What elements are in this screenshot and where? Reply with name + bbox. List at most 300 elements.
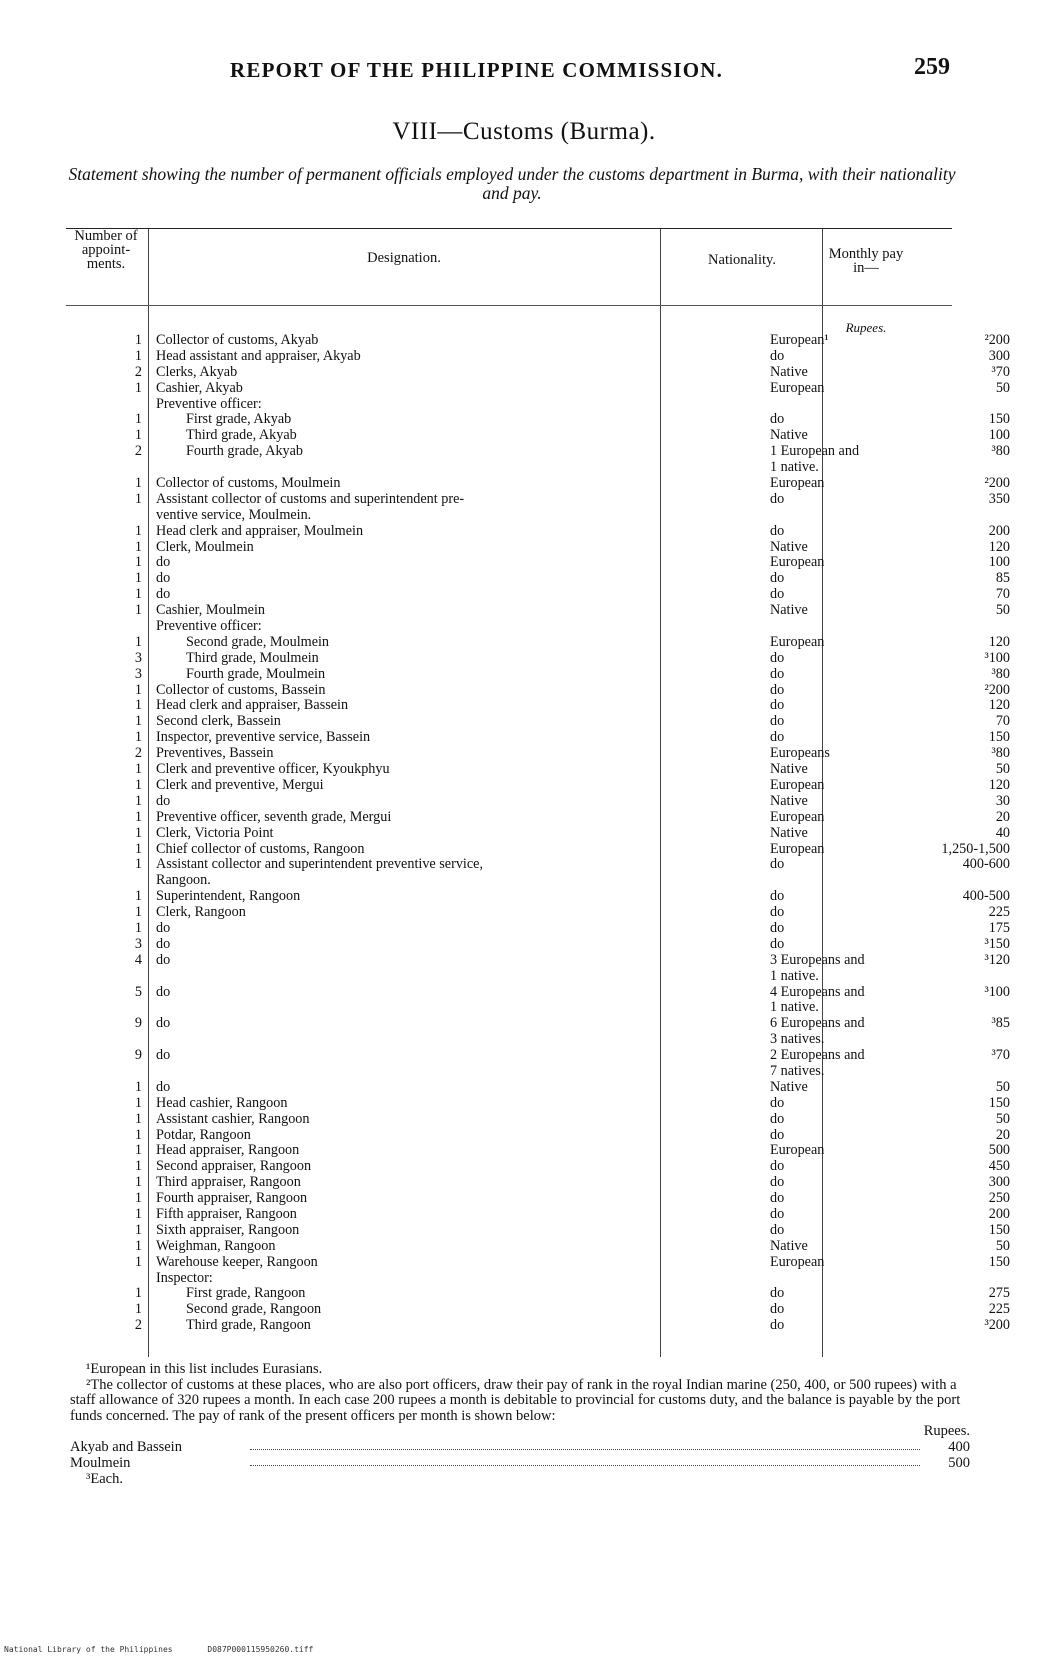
footnote-akyab-label: Akyab and Bassein: [70, 1438, 182, 1455]
table-row: [66, 1142, 1010, 1159]
designation-cell: First grade, Rangoon: [186, 1286, 306, 1302]
table-row: [66, 460, 952, 476]
nationality-cell: 6 Europeans and: [770, 1016, 865, 1032]
table-row: [66, 935, 1010, 953]
table-row: [66, 792, 1010, 810]
table-row: [66, 1301, 1010, 1318]
nationality-cell: do: [770, 730, 785, 746]
footnote-akyab-value: 400: [948, 1438, 970, 1455]
designation-cell: Preventive officer, seventh grade, Mergui: [156, 809, 392, 825]
appointments-count: 4: [134, 951, 142, 968]
col-header-nationality: Nationality.: [708, 252, 776, 268]
leader-dots: [250, 1465, 920, 1466]
appointments-count: 9: [134, 1047, 142, 1064]
pay-cell: 300: [988, 347, 1010, 364]
designation-cell: Clerks, Akyab: [156, 364, 238, 380]
appointments-count: 1: [134, 1110, 142, 1127]
scan-library: National Library of the Philippines: [4, 1645, 173, 1654]
nationality-cell: do: [770, 348, 785, 364]
scan-file: D087P000115950260.tiff: [207, 1645, 314, 1654]
nationality-cell: 2 Europeans and: [770, 1048, 865, 1064]
table-row: [66, 570, 1010, 587]
pay-cell: 70: [995, 713, 1010, 730]
table-row: [66, 969, 952, 985]
pay-cell: ³80: [991, 745, 1010, 762]
appointments-count: 1: [134, 919, 142, 936]
designation-cell: Collector of customs, Akyab: [156, 333, 319, 348]
designation-cell: Clerk and preventive officer, Kyoukphyu: [156, 762, 390, 778]
nationality-cell: 3 Europeans and: [770, 952, 865, 968]
table-row: [66, 713, 1010, 730]
table-row: [66, 1271, 952, 1287]
nationality-cell: Native: [770, 762, 808, 778]
nationality-cell: European: [770, 380, 825, 396]
designation-cell: Third appraiser, Rangoon: [156, 1175, 301, 1191]
footnote-unit: Rupees.: [923, 1423, 970, 1439]
designation-cell: Clerk and preventive, Mergui: [156, 777, 324, 793]
nationality-cell: 1 European and: [770, 444, 860, 460]
table-row: [66, 1205, 1010, 1223]
nationality-cell: 1 native.: [770, 1000, 819, 1016]
table-caption: Statement showing the number of permanent officials employed under the customs department in Burma, with their nationality and pay.: [68, 164, 956, 203]
pay-cell: ³100: [984, 649, 1010, 666]
appointments-count: 1: [134, 1078, 142, 1095]
nationality-cell: European: [770, 1143, 825, 1159]
pay-cell: 400-500: [962, 888, 1010, 905]
table-row: [66, 1190, 1010, 1207]
appointments-count: 1: [134, 808, 142, 825]
nationality-cell: do: [770, 714, 785, 730]
table-row: [66, 1237, 1010, 1255]
table-row: [66, 586, 1010, 603]
appointments-count: 9: [134, 1015, 142, 1032]
pay-cell: 100: [988, 427, 1010, 444]
nationality-cell: Native: [770, 428, 808, 444]
pay-cell: 50: [995, 1110, 1010, 1127]
nationality-cell: 4 Europeans and: [770, 984, 865, 1000]
designation-cell: Clerk, Moulmein: [156, 539, 254, 555]
nationality-cell: Native: [770, 539, 808, 555]
appointments-count: 1: [134, 379, 142, 396]
designation-cell: Weighman, Rangoon: [156, 1238, 276, 1254]
designation-cell: Assistant cashier, Rangoon: [156, 1111, 310, 1127]
nationality-cell: do: [770, 1302, 785, 1318]
section-title: VIII—Customs (Burma).: [392, 118, 656, 145]
table-row: [66, 1253, 1010, 1271]
pay-cell: 30: [995, 792, 1010, 809]
designation-cell: Fourth grade, Moulmein: [186, 666, 326, 682]
appointments-count: 1: [134, 840, 142, 857]
appointments-count: 5: [134, 983, 142, 1000]
pay-cell: 20: [995, 808, 1010, 825]
nationality-cell: European: [770, 555, 825, 571]
table-row: [66, 554, 1010, 571]
table-row: [66, 873, 952, 889]
table-row: [66, 808, 1010, 826]
designation-cell: Cashier, Moulmein: [156, 603, 265, 619]
designation-cell: Third grade, Moulmein: [186, 650, 319, 666]
pay-cell: 50: [995, 602, 1010, 619]
designation-cell: Rangoon.: [156, 873, 211, 889]
designation-cell: Head cashier, Rangoon: [156, 1095, 288, 1111]
scan-footer: [4, 1645, 343, 1654]
footnote-3: ³Each.: [86, 1470, 123, 1487]
nationality-cell: do: [770, 587, 785, 603]
designation-cell: Clerk, Rangoon: [156, 905, 246, 921]
pay-cell: 150: [988, 729, 1010, 746]
appointments-count: 2: [134, 443, 142, 460]
nationality-cell: do: [770, 1191, 785, 1207]
designation-cell: Fourth appraiser, Rangoon: [156, 1191, 308, 1207]
designation-cell: Assistant collector and superintendent preventive service,: [156, 857, 483, 873]
designation-cell: Chief collector of customs, Rangoon: [156, 841, 365, 857]
designation-cell: ventive service, Moulmein.: [156, 507, 312, 523]
footnote-moulmein-value: 500: [948, 1454, 970, 1471]
designation-cell: Superintendent, Rangoon: [156, 889, 301, 905]
appointments-count: 1: [134, 713, 142, 730]
table-row: [66, 443, 1010, 460]
nationality-cell: do: [770, 682, 785, 698]
appointments-count: 1: [134, 1126, 142, 1143]
designation-cell: Cashier, Akyab: [156, 380, 243, 396]
table-row: [66, 490, 1010, 508]
designation-cell: Inspector, preventive service, Bassein: [156, 730, 371, 746]
table-row: [66, 363, 1010, 381]
appointments-count: 1: [134, 1094, 142, 1111]
designation-cell: do: [156, 587, 171, 603]
appointments-count: 1: [134, 602, 142, 619]
table-row: [66, 602, 1010, 619]
appointments-count: 1: [134, 681, 142, 698]
nationality-cell: do: [770, 936, 785, 952]
pay-cell: ³120: [984, 951, 1010, 968]
designation-cell: do: [156, 952, 171, 968]
appointments-count: 2: [134, 363, 142, 380]
table-row: [66, 824, 1010, 842]
footnote-row-akyab: [70, 1440, 970, 1456]
designation-cell: Second grade, Rangoon: [186, 1302, 322, 1318]
table-row: [66, 1015, 1010, 1032]
appointments-count: 1: [134, 729, 142, 746]
appointments-count: 1: [134, 347, 142, 364]
nationality-cell: do: [770, 523, 785, 539]
nationality-cell: do: [770, 491, 785, 507]
designation-cell: do: [156, 984, 171, 1000]
nationality-cell: do: [770, 1175, 785, 1191]
designation-cell: do: [156, 793, 171, 809]
appointments-count: 1: [134, 776, 142, 793]
pay-cell: ³100: [984, 983, 1010, 1000]
table-row: [66, 1078, 1010, 1096]
appointments-count: 1: [134, 1190, 142, 1207]
appointments-count: 1: [134, 1142, 142, 1159]
designation-cell: do: [156, 1079, 171, 1095]
pay-cell: 50: [995, 1237, 1010, 1254]
pay-cell: ³85: [991, 1015, 1010, 1032]
appointments-count: 1: [134, 332, 142, 348]
appointments-count: 1: [134, 904, 142, 921]
table-row: [66, 1221, 1010, 1239]
running-header: [230, 54, 950, 88]
pay-cell: 200: [988, 522, 1010, 539]
nationality-cell: do: [770, 1318, 785, 1334]
designation-cell: Assistant collector of customs and superintendent pre-: [156, 491, 465, 507]
designation-cell: Preventive officer:: [156, 396, 262, 412]
nationality-cell: do: [770, 1111, 785, 1127]
table-row: [66, 919, 1010, 937]
page-number: 259: [914, 54, 950, 80]
table-row: [66, 522, 1010, 540]
nationality-cell: do: [770, 905, 785, 921]
table-row: [66, 379, 1010, 397]
pay-cell: 275: [988, 1285, 1010, 1302]
nationality-cell: do: [770, 571, 785, 587]
appointments-count: 1: [134, 1301, 142, 1318]
nationality-cell: do: [770, 857, 785, 873]
designation-cell: Preventives, Bassein: [156, 746, 274, 762]
pay-cell: ²200: [984, 332, 1010, 348]
nationality-cell: 1 native.: [770, 460, 819, 476]
designation-cell: do: [156, 571, 171, 587]
table-row: [66, 983, 1010, 1001]
footnotes: [70, 1362, 970, 1487]
footnote-2: ²The collector of customs at these places, who are also port officers, draw their pay of rank in the royal Indian marine (250, 400, or 500 rupees) with a staff allowance of 320 rupees a month. In each case 200 rupees a month is debitable to provincial for customs duty, and the balance is payable by the port funds concerned. The pay of rank of the present officers per month is shown below:: [70, 1376, 961, 1424]
pay-cell: 500: [988, 1142, 1010, 1159]
pay-cell: ²200: [984, 681, 1010, 698]
table-row: [66, 729, 1010, 746]
appointments-count: 1: [134, 888, 142, 905]
pay-cell: ³70: [991, 363, 1010, 380]
pay-cell: 225: [988, 1301, 1010, 1318]
pay-cell: 85: [995, 570, 1010, 587]
nationality-cell: European: [770, 1254, 825, 1270]
nationality-cell: Native: [770, 364, 808, 380]
nationality-cell: Europeans: [770, 746, 830, 762]
nationality-cell: 1 native.: [770, 968, 819, 984]
designation-cell: do: [156, 936, 171, 952]
designation-cell: Preventive officer:: [156, 619, 262, 635]
designation-cell: Second appraiser, Rangoon: [156, 1159, 312, 1175]
pay-cell: 70: [995, 586, 1010, 603]
appointments-count: 1: [134, 538, 142, 555]
designation-cell: Head assistant and appraiser, Akyab: [156, 348, 361, 364]
appointments-count: 3: [134, 649, 142, 666]
designation-cell: Third grade, Akyab: [186, 428, 297, 444]
table-row: [66, 1000, 952, 1016]
header-rule: [66, 305, 952, 306]
appointments-count: 1: [134, 1174, 142, 1191]
pay-cell: 20: [995, 1126, 1010, 1143]
appointments-count: 1: [134, 1221, 142, 1238]
appointments-count: 3: [134, 935, 142, 952]
table-row: [66, 1126, 1010, 1144]
table-row: [66, 332, 1010, 349]
pay-cell: ³70: [991, 1047, 1010, 1064]
appointments-count: 1: [134, 1158, 142, 1175]
running-title: REPORT OF THE PHILIPPINE COMMISSION.: [230, 58, 724, 82]
nationality-cell: Native: [770, 1079, 808, 1095]
appointments-count: 1: [134, 554, 142, 571]
leader-dots: [250, 1449, 920, 1450]
pay-cell: 120: [988, 697, 1010, 714]
appointments-count: 1: [134, 1253, 142, 1270]
nationality-cell: do: [770, 1206, 785, 1222]
nationality-cell: do: [770, 412, 785, 428]
nationality-cell: Native: [770, 825, 808, 841]
designation-cell: Clerk, Victoria Point: [156, 825, 274, 841]
footnote-row-moulmein: [70, 1456, 970, 1472]
nationality-cell: do: [770, 1095, 785, 1111]
appointments-count: 2: [134, 1317, 142, 1334]
table-row: [66, 1158, 1010, 1175]
pay-cell: 300: [988, 1174, 1010, 1191]
designation-cell: do: [156, 555, 171, 571]
designation-cell: Warehouse keeper, Rangoon: [156, 1254, 318, 1270]
designation-cell: Collector of customs, Moulmein: [156, 476, 341, 492]
pay-cell: 200: [988, 1205, 1010, 1222]
table-row: [66, 745, 1010, 762]
designation-cell: Head clerk and appraiser, Moulmein: [156, 523, 364, 539]
designation-cell: do: [156, 1048, 171, 1064]
appointments-count: 1: [134, 427, 142, 444]
table-row: [66, 904, 1010, 921]
nationality-cell: Native: [770, 793, 808, 809]
designation-cell: do: [156, 920, 171, 936]
table-row: [66, 475, 1010, 492]
nationality-cell: 7 natives.: [770, 1063, 825, 1079]
pay-cell: 150: [988, 1253, 1010, 1270]
pay-unit-label: Rupees.: [845, 320, 887, 335]
pay-cell: 50: [995, 1078, 1010, 1095]
pay-cell: 100: [988, 554, 1010, 571]
table-row: [66, 649, 1010, 667]
pay-cell: 120: [988, 776, 1010, 793]
appointments-count: 1: [134, 824, 142, 841]
appointments-count: 1: [134, 761, 142, 778]
table-row: [66, 776, 1010, 794]
nationality-cell: do: [770, 889, 785, 905]
appointments-count: 1: [134, 1237, 142, 1254]
table-row: [66, 761, 1010, 778]
pay-cell: 1,250-1,500: [941, 840, 1010, 857]
appointments-count: 1: [134, 856, 142, 873]
table-row: [66, 856, 1010, 873]
pay-cell: 450: [988, 1158, 1010, 1175]
table-row: [66, 508, 952, 524]
designation-cell: Second clerk, Bassein: [156, 714, 281, 730]
pay-cell: 40: [995, 824, 1010, 841]
designation-cell: Inspector:: [156, 1270, 213, 1286]
table-row: [66, 1317, 1010, 1334]
designation-cell: Collector of customs, Bassein: [156, 682, 326, 698]
pay-cell: 120: [988, 633, 1010, 650]
pay-cell: ³150: [984, 935, 1010, 952]
col-header-designation: Designation.: [367, 250, 441, 266]
nationality-cell: Native: [770, 1238, 808, 1254]
pay-cell: ³80: [991, 443, 1010, 460]
appointments-count: 1: [134, 792, 142, 809]
designation-cell: Potdar, Rangoon: [156, 1127, 251, 1143]
pay-cell: 400-600: [962, 856, 1010, 873]
table-row: [66, 681, 1010, 699]
pay-cell: 150: [988, 1221, 1010, 1238]
appointments-count: 1: [134, 633, 142, 650]
appointments-count: 1: [134, 475, 142, 492]
table-body: [66, 332, 1010, 1334]
nationality-cell: European: [770, 809, 825, 825]
appointments-count: 1: [134, 411, 142, 428]
designation-cell: Second grade, Moulmein: [186, 634, 330, 650]
nationality-cell: do: [770, 698, 785, 714]
appointments-count: 2: [134, 745, 142, 762]
pay-cell: ³200: [984, 1317, 1010, 1334]
table-row: [66, 840, 1010, 858]
pay-cell: 250: [988, 1190, 1010, 1207]
table-row: [66, 888, 1010, 905]
appointments-count: 1: [134, 697, 142, 714]
nationality-cell: European: [770, 634, 825, 650]
table-row: [66, 1032, 952, 1048]
appointments-count: 3: [134, 665, 142, 682]
designation-cell: do: [156, 1016, 171, 1032]
col-header-pay: Monthly pay in—: [828, 246, 904, 276]
pay-cell: 150: [988, 411, 1010, 428]
footnote-moulmein-label: Moulmein: [70, 1454, 131, 1471]
footnote-1: ¹European in this list includes Eurasians.: [86, 1361, 323, 1377]
designation-cell: Sixth appraiser, Rangoon: [156, 1222, 300, 1238]
pay-cell: 225: [988, 904, 1010, 921]
table-row: [66, 1285, 1010, 1302]
table-row: [66, 347, 1010, 365]
designation-cell: First grade, Akyab: [186, 412, 292, 428]
table-row: [66, 397, 952, 413]
nationality-cell: 3 natives.: [770, 1032, 825, 1048]
appointments-count: 1: [134, 522, 142, 539]
nationality-cell: do: [770, 1222, 785, 1238]
table-row: [66, 427, 1010, 444]
table-row: [66, 1110, 1010, 1128]
nationality-cell: do: [770, 650, 785, 666]
designation-cell: Head appraiser, Rangoon: [156, 1143, 300, 1159]
table-row: [66, 411, 1010, 428]
pay-cell: 50: [995, 379, 1010, 396]
table-row: [66, 697, 1010, 714]
designation-cell: Head clerk and appraiser, Bassein: [156, 698, 349, 714]
nationality-cell: do: [770, 1127, 785, 1143]
table-row: [66, 1047, 1010, 1064]
pay-cell: 50: [995, 761, 1010, 778]
nationality-cell: do: [770, 1159, 785, 1175]
nationality-cell: do: [770, 666, 785, 682]
table-row: [66, 951, 1010, 969]
pay-cell: 120: [988, 538, 1010, 555]
appointments-count: 1: [134, 586, 142, 603]
table-row: [66, 538, 1010, 556]
pay-cell: ³80: [991, 665, 1010, 682]
col-header-number: Number of appoint-ments.: [74, 228, 138, 272]
pay-cell: 175: [988, 919, 1010, 936]
table-row: [66, 633, 1010, 651]
nationality-cell: Native: [770, 603, 808, 619]
appointments-count: 1: [134, 570, 142, 587]
table-row: [66, 619, 952, 635]
nationality-cell: European: [770, 476, 825, 492]
designation-cell: Fifth appraiser, Rangoon: [156, 1206, 297, 1222]
pay-cell: 350: [988, 490, 1010, 507]
pay-cell: ²200: [984, 475, 1010, 492]
nationality-cell: do: [770, 1286, 785, 1302]
nationality-cell: European¹: [770, 333, 829, 348]
